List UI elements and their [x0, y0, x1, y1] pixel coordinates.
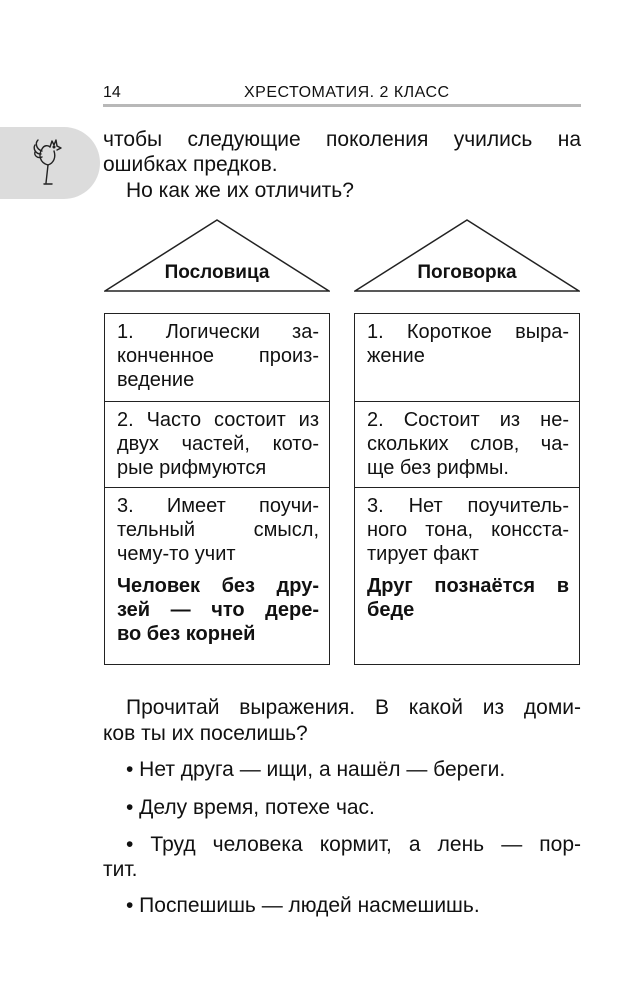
- cell-line: чему-то учит: [117, 543, 236, 565]
- cell-line: жение: [367, 345, 425, 367]
- bullet-item: • Труд человека кормит, а лень — пор-: [126, 833, 581, 856]
- cell-line: рые рифмуются: [117, 457, 267, 479]
- cell-line: 1. Логически за-: [117, 321, 319, 343]
- cell-line: двух частей, кото-: [117, 433, 319, 455]
- example-line: Друг познаётся в: [367, 575, 569, 597]
- house-cell: [355, 314, 579, 402]
- chapter-tab: [0, 127, 100, 199]
- house-saying: [354, 313, 580, 665]
- task-line-1: Прочитай выражения. В какой из доми-: [126, 696, 581, 719]
- cell-line: тирует факт: [367, 543, 479, 565]
- cell-line: 3. Имеет поучи-: [117, 495, 319, 517]
- bullet-item: • Поспешишь — людей насмешишь.: [126, 894, 480, 917]
- cell-line: тельный смысл,: [117, 519, 319, 541]
- cell-line: ще без рифмы.: [367, 457, 509, 479]
- example-line: зей — что дере-: [117, 599, 319, 621]
- intro-line-1: чтобы следующие поколения учились на: [103, 128, 581, 151]
- example-line: Человек без дру-: [117, 575, 319, 597]
- bullet-item-continuation: тит.: [103, 858, 138, 881]
- header-divider: [103, 104, 581, 107]
- cell-line: 2. Состоит из не-: [367, 409, 569, 431]
- house-cell: [355, 402, 579, 488]
- bullet-item: • Нет друга — ищи, а нашёл — береги.: [126, 758, 506, 781]
- roof-label-proverb: Пословица: [164, 262, 270, 283]
- page-number: 14: [103, 84, 121, 101]
- cell-line: ного тона, консста-: [367, 519, 569, 541]
- cell-line: скольких слов, ча-: [367, 433, 569, 455]
- house-proverb: [104, 313, 330, 665]
- question-text: Но как же их отличить?: [126, 179, 354, 202]
- cell-line: 2. Часто состоит из: [117, 409, 319, 431]
- cell-line: 1. Короткое выра-: [367, 321, 569, 343]
- house-cell: [105, 402, 329, 488]
- rooster-icon: [32, 135, 66, 191]
- house-cell: [105, 314, 329, 402]
- cell-line: конченное произ-: [117, 345, 319, 367]
- house-cell: [105, 488, 329, 663]
- example-line: во без корней: [117, 623, 256, 645]
- running-title: ХРЕСТОМАТИЯ. 2 КЛАСС: [244, 84, 450, 101]
- example-line: беде: [367, 599, 415, 621]
- roof-label-saying: Поговорка: [417, 262, 517, 283]
- task-line-2: ков ты их поселишь?: [103, 722, 308, 745]
- intro-line-2: ошибках предков.: [103, 153, 278, 176]
- cell-line: ведение: [117, 369, 195, 391]
- house-cell: [355, 488, 579, 663]
- cell-line: 3. Нет поучитель-: [367, 495, 569, 517]
- bullet-item: • Делу время, потехе час.: [126, 796, 375, 819]
